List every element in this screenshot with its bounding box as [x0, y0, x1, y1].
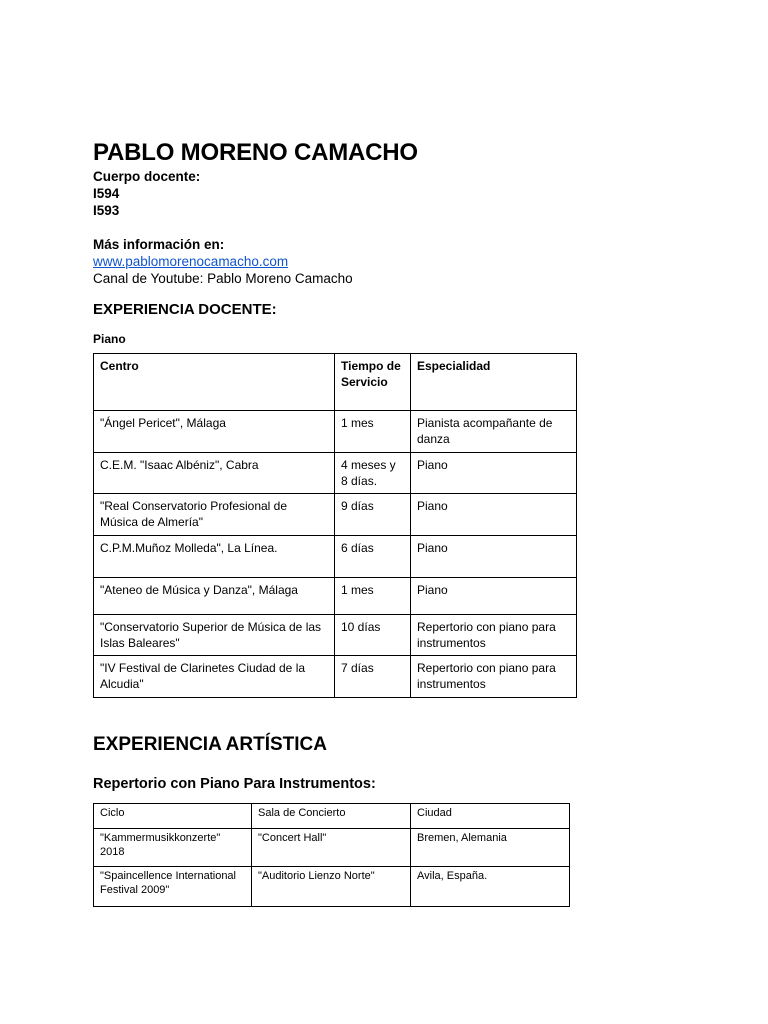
experiencia-docente-heading: EXPERIENCIA DOCENTE: [93, 301, 277, 318]
table-row [94, 578, 577, 615]
column-header: Tiempo de Servicio [335, 354, 411, 411]
table-cell: "Spaincellence International Festival 2009" [94, 867, 252, 907]
table-row [94, 411, 577, 453]
table-header-row [94, 354, 577, 411]
experiencia-artistica-heading: EXPERIENCIA ARTÍSTICA [93, 734, 328, 755]
table-cell: C.E.M. "Isaac Albéniz", Cabra [94, 453, 335, 494]
table-row [94, 615, 577, 656]
table-cell: "Auditorio Lienzo Norte" [252, 867, 411, 907]
table-header-row [94, 804, 570, 829]
table-cell: Avila, España. [411, 867, 570, 907]
table-row [94, 494, 577, 536]
column-header: Centro [94, 354, 335, 411]
table-cell: Piano [411, 453, 577, 494]
table-cell: 10 días [335, 615, 411, 656]
table-cell: Piano [411, 578, 577, 615]
table-cell: Piano [411, 536, 577, 578]
person-name: PABLO MORENO CAMACHO [93, 139, 418, 166]
table-cell: "Ateneo de Música y Danza", Málaga [94, 578, 335, 615]
table-cell: Repertorio con piano para instrumentos [411, 615, 577, 656]
table-cell: C.P.M.Muñoz Molleda", La Línea. [94, 536, 335, 578]
table-cell: 4 meses y 8 días. [335, 453, 411, 494]
piano-subheading: Piano [93, 332, 126, 346]
code-1: I594 [93, 186, 120, 201]
table-cell: Bremen, Alemania [411, 829, 570, 867]
column-header: Ciudad [411, 804, 570, 829]
table-cell: Piano [411, 494, 577, 536]
table-cell: "Kammermusikkonzerte" 2018 [94, 829, 252, 867]
table-row [94, 656, 577, 698]
table-cell: "Concert Hall" [252, 829, 411, 867]
table-cell: "Ángel Pericet", Málaga [94, 411, 335, 453]
repertorio-subheading: Repertorio con Piano Para Instrumentos: [93, 776, 376, 792]
cuerpo-docente-label: Cuerpo docente: [93, 169, 201, 184]
website-link[interactable]: www.pablomorenocamacho.com [93, 254, 289, 269]
table-row [94, 829, 570, 867]
column-header: Ciclo [94, 804, 252, 829]
table-cell: 1 mes [335, 411, 411, 453]
table-cell: Repertorio con piano para instrumentos [411, 656, 577, 698]
column-header: Especialidad [411, 354, 577, 411]
table-cell: "IV Festival de Clarinetes Ciudad de la Alcudia" [94, 656, 335, 698]
table-cell: 6 días [335, 536, 411, 578]
table-row [94, 536, 577, 578]
table-cell: "Real Conservatorio Profesional de Música de Almería" [94, 494, 335, 536]
code-2: I593 [93, 203, 120, 218]
artistica-table [93, 803, 570, 907]
table-row [94, 453, 577, 494]
column-header: Sala de Concierto [252, 804, 411, 829]
table-cell: 7 días [335, 656, 411, 698]
mas-info-label: Más información en: [93, 237, 225, 252]
table-cell: "Conservatorio Superior de Música de las Islas Baleares" [94, 615, 335, 656]
table-row [94, 867, 570, 907]
youtube-channel: Canal de Youtube: Pablo Moreno Camacho [93, 271, 353, 286]
document-page [93, 138, 653, 907]
docente-table [93, 353, 577, 698]
table-cell: Pianista acompañante de danza [411, 411, 577, 453]
table-cell: 9 días [335, 494, 411, 536]
table-cell: 1 mes [335, 578, 411, 615]
